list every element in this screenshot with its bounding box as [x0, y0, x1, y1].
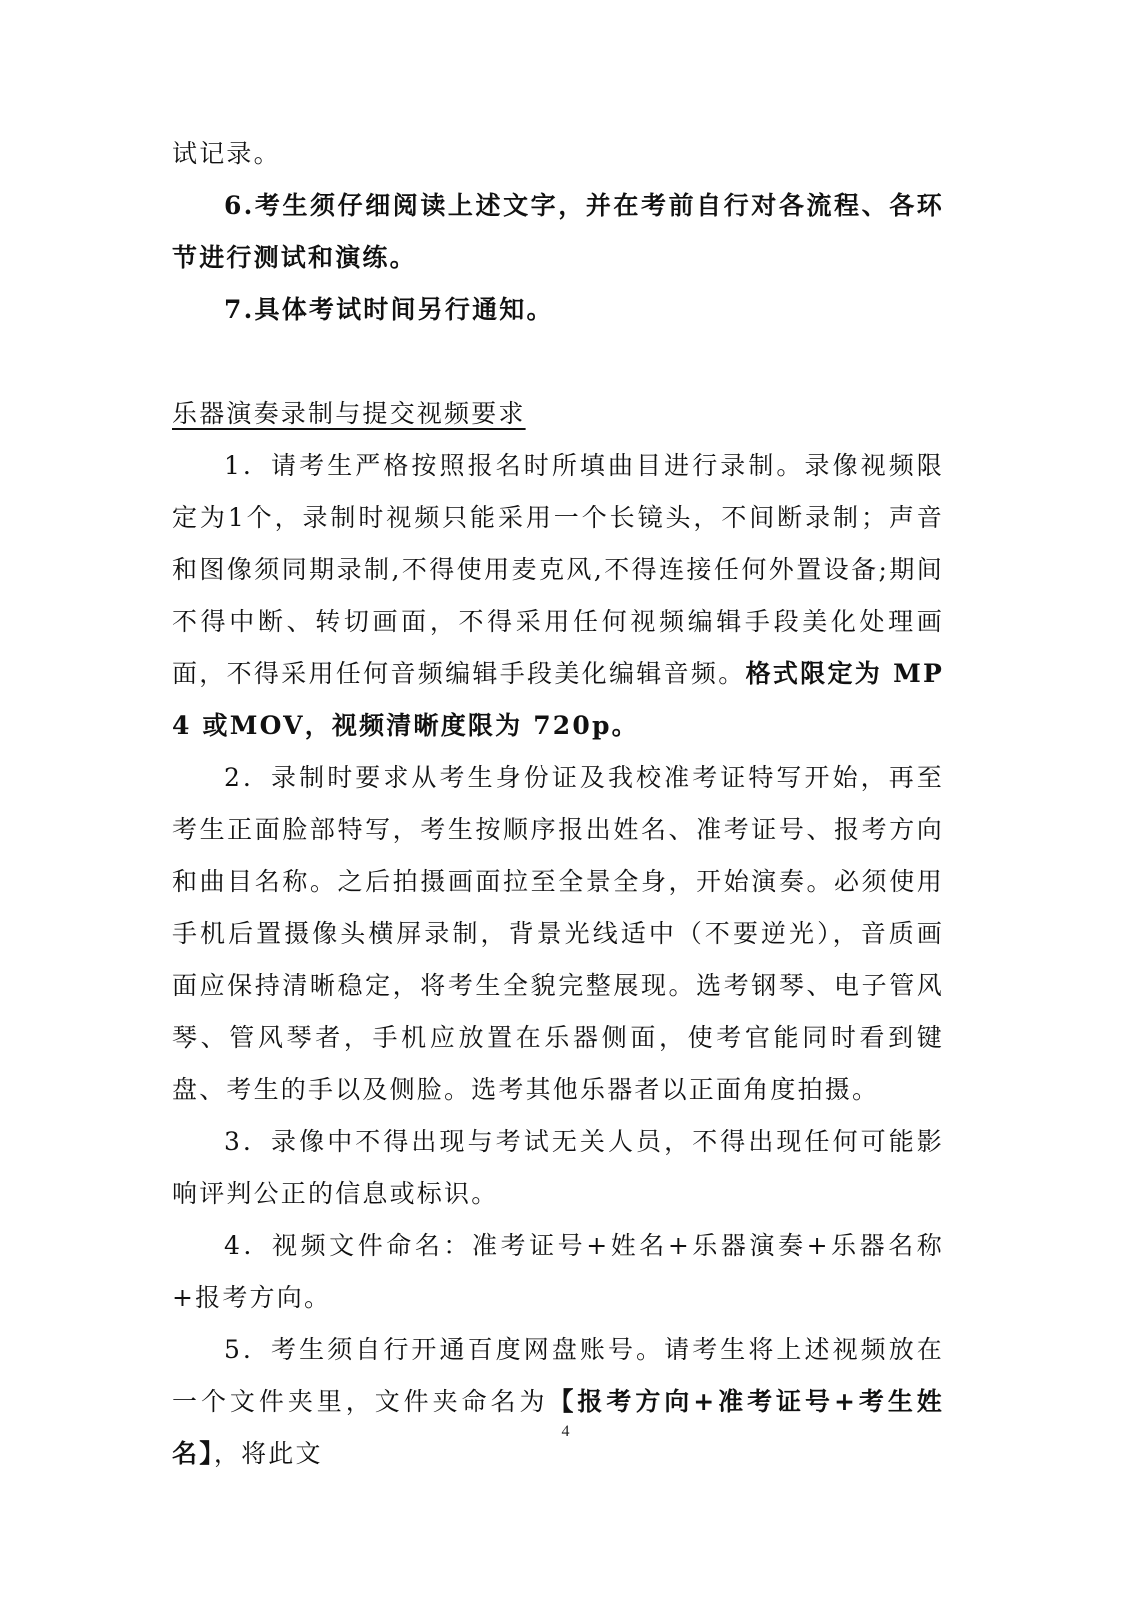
- paragraph-requirement-5: [172, 1324, 944, 1480]
- section-title: 乐器演奏录制与提交视频要求: [172, 399, 526, 428]
- paragraph-item-6: 6.考生须仔细阅读上述文字，并在考前自行对各流程、各环节进行测试和演练。: [172, 191, 944, 272]
- requirement-5-folder-name: 【报考方向+准考证号+考生姓名】: [172, 1387, 944, 1468]
- paragraph-requirement-2: 2．录制时要求从考生身份证及我校准考证特写开始，再至考生正面脸部特写，考生按顺序报出姓名、准考证号、报考方向和曲目名称。之后拍摄画面拉至全景全身，开始演奏。必须使用手机后置摄像头横屏录制，背景光线适中（不要逆光），音质画面应保持清晰稳定，将考生全貌完整展现。选考钢琴、电子管风琴、管风琴者，手机应放置在乐器侧面，使考官能同时看到键盘、考生的手以及侧脸。选考其他乐器者以正面角度拍摄。: [172, 763, 944, 1104]
- paragraph-requirement-1: [172, 440, 944, 752]
- paragraph-item-7: 7.具体考试时间另行通知。: [224, 295, 554, 324]
- page-number: 4: [561, 1423, 570, 1440]
- paragraph-requirement-4: 4．视频文件命名：准考证号+姓名+乐器演奏+乐器名称+报考方向。: [172, 1231, 944, 1312]
- paragraph-requirement-3: 3．录像中不得出现与考试无关人员，不得出现任何可能影响评判公正的信息或标识。: [172, 1127, 944, 1208]
- document-body: [172, 128, 944, 1480]
- requirement-5-tail: ，将此文: [213, 1439, 323, 1468]
- paragraph-continuation: 试记录。: [172, 139, 281, 168]
- requirement-1-text: 1．请考生严格按照报名时所填曲目进行录制。录像视频限定为1个，录制时视频只能采用一个长镜头，不间断录制；声音和图像须同期录制,不得使用麦克风,不得连接任何外置设备;期间不得中断、转切画面，不得采用任何视频编辑手段美化处理画面，不得采用任何音频编辑手段美化编辑音频。: [172, 451, 944, 688]
- requirement-5-text: 5．考生须自行开通百度网盘账号。请考生将上述视频放在一个文件夹里，文件夹命名为: [172, 1335, 944, 1416]
- requirement-1-format-text: 格式限定为 MP4 或MOV，视频清晰度限为 720p。: [172, 659, 945, 740]
